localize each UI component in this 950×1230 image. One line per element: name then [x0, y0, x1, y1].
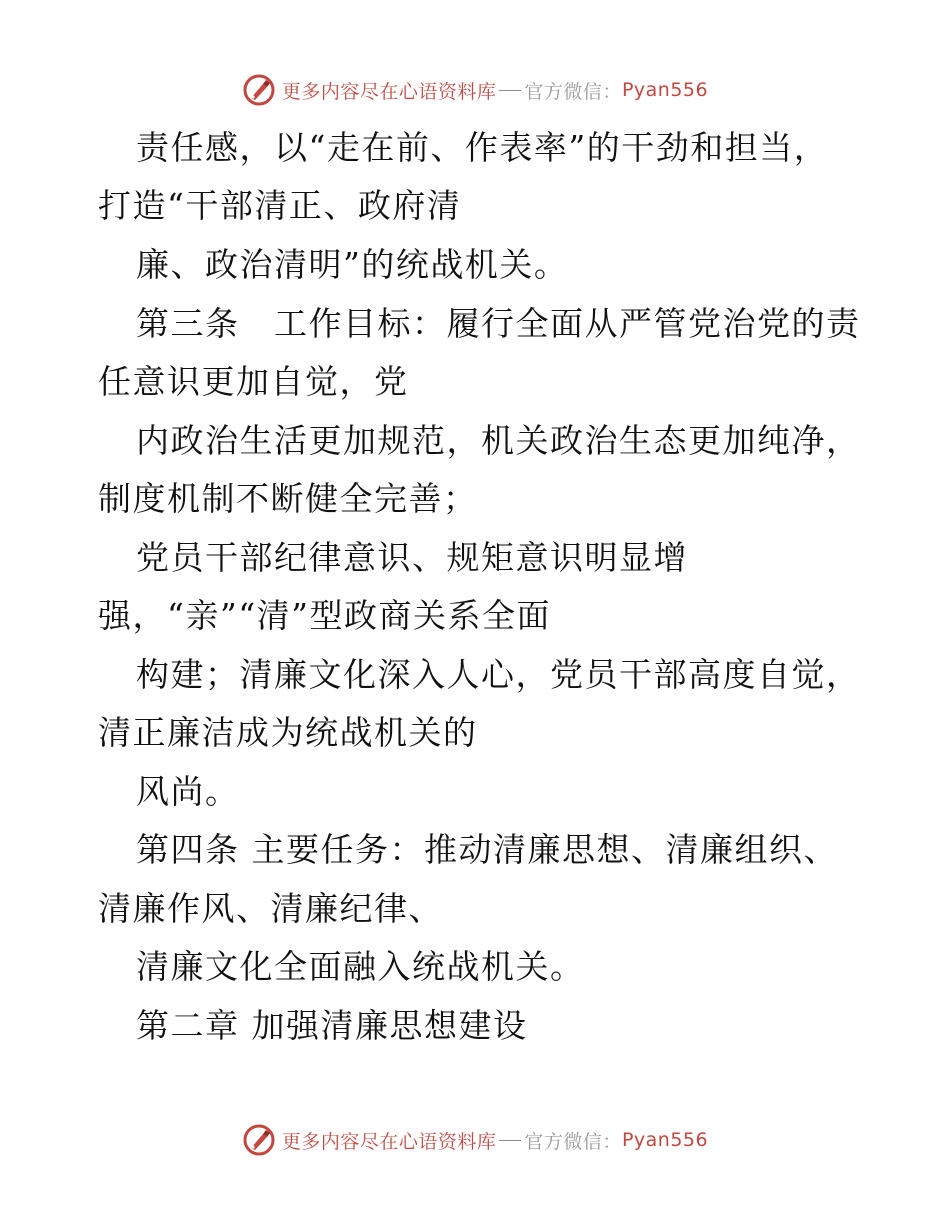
- banner-separator: [499, 90, 521, 91]
- banner-separator: [499, 1140, 521, 1141]
- text-line: 清廉作风、清廉纪律、: [98, 889, 443, 928]
- pen-logo-icon: [242, 1123, 276, 1157]
- text-line: 清正廉洁成为统战机关的: [98, 713, 478, 752]
- text-line: 打造“干部清正、政府清: [98, 186, 462, 225]
- text-line: 第四条 主要任务：推动清廉思想、清廉组织、: [136, 830, 838, 869]
- pen-logo-icon: [242, 73, 276, 107]
- text-line: 任意识更加自觉，党: [98, 362, 409, 401]
- text-line: 强，“亲”“清”型政商关系全面: [98, 596, 551, 635]
- text-line: 责任感，以“走在前、作表率”的干劲和担当，: [136, 128, 829, 167]
- text-line: 制度机制不断健全完善；: [98, 479, 478, 518]
- header-watermark-banner: [0, 70, 950, 110]
- banner-wechat-label: 官方微信：: [524, 1130, 622, 1153]
- text-line: 清廉文化全面融入统战机关。: [136, 947, 585, 986]
- banner-main-text: 更多内容尽在心语资料库: [281, 80, 497, 103]
- text-line: 构建；清廉文化深入人心，党员干部高度自觉，: [136, 655, 861, 694]
- banner-wechat-id: Pyan556: [621, 1129, 709, 1151]
- text-line: 党员干部纪律意识、规矩意识明显增: [136, 538, 688, 577]
- text-line: 第三条 工作目标：履行全面从严管党治党的责: [136, 304, 861, 343]
- text-line: 廉、政治清明”的统战机关。: [136, 245, 569, 284]
- text-line: 风尚。: [136, 772, 240, 811]
- banner-wechat-label: 官方微信：: [524, 80, 622, 103]
- footer-watermark-banner: [0, 1120, 950, 1160]
- text-line: 内政治生活更加规范，机关政治生态更加纯净，: [136, 421, 861, 460]
- chapter-heading: 第二章 加强清廉思想建设: [136, 1006, 528, 1045]
- banner-main-text: 更多内容尽在心语资料库: [281, 1130, 497, 1153]
- banner-wechat-id: Pyan556: [621, 79, 709, 101]
